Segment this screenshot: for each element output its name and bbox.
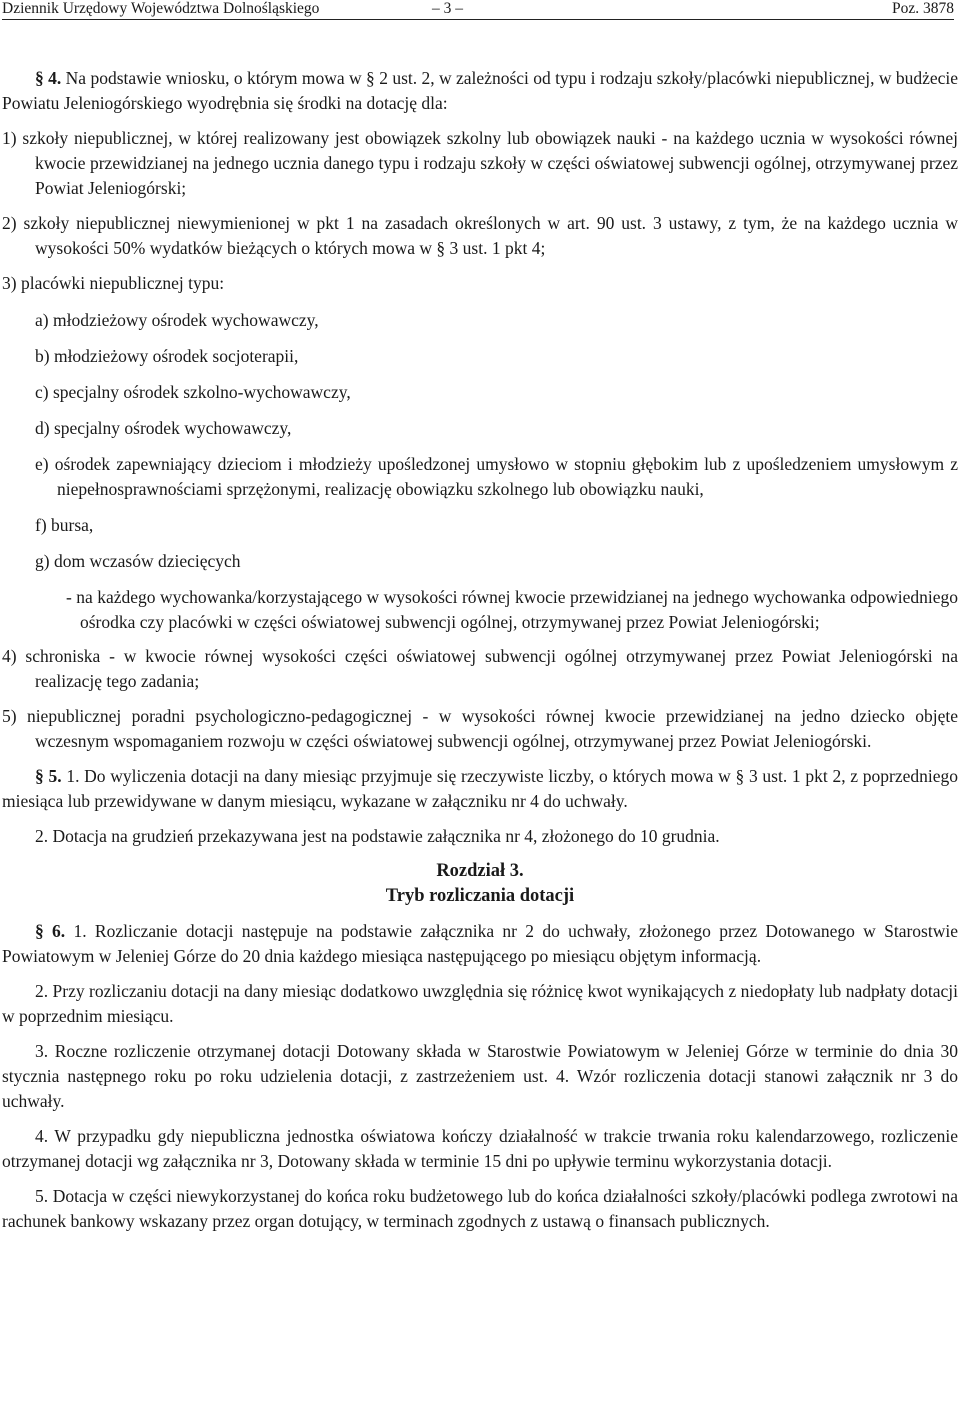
position-number: Poz. 3878: [892, 0, 954, 17]
section-4-item-3e: e) ośrodek zapewniający dzieciom i młodzieży upośledzonej umysłowo w stopniu głębokim lub z upośledzeniem umysłowym z niepełnosprawnościami sprzężonymi, realizację obowiązku szkolnego lub obowiązku nauki,: [35, 454, 958, 499]
section-4-item-2: 2) szkoły niepublicznej niewymienionej w pkt 1 na zasadach określonych w art. 90 ust. 3 ustawy, z tym, że na każdego ucznia w wysokości 50% wydatków bieżących o których mowa w § 3 ust. 1 pkt 4;: [2, 213, 958, 258]
section-6-paragraph-2: 2. Przy rozliczaniu dotacji na dany miesiąc dodatkowo uwzględnia się różnicę kwot wynikających z niedopłaty lub nadpłaty dotacji w poprzednim miesiącu.: [2, 981, 958, 1026]
section-6-paragraph-3: 3. Roczne rozliczenie otrzymanej dotacji Dotowany składa w Starostwie Powiatowym w Jeleniej Górze w terminie do dnia 30 stycznia następnego roku po roku udzielenia dotacji, z zastrzeżeniem ust. 4. Wzór rozliczenia dotacji stanowi załącznik nr 3 do uchwały.: [2, 1041, 958, 1111]
section-6-paragraph-4: 4. W przypadku gdy niepubliczna jednostka oświatowa kończy działalność w trakcie trwania roku kalendarzowego, rozliczenie otrzymanej dotacji wg załącznika nr 3, Dotowany składa w terminie 15 dni po upływie terminu wykorzystania dotacji.: [2, 1126, 958, 1171]
section-5-paragraph-2: 2. Dotacja na grudzień przekazywana jest na podstawie załącznika nr 4, złożonego do 10 grudnia.: [35, 826, 720, 846]
page-number: – 3 –: [432, 0, 463, 17]
section-4-item-5: 5) niepublicznej poradni psychologiczno-pedagogicznej - w wysokości równej kwocie przewidzianej na jedno dziecko objęte wczesnym wspomaganiem rozwoju w części oświatowej subwencji ogólnej, otrzymywanej przez Powiat Jeleniogórski.: [2, 706, 958, 751]
section-4-item-3f: f) bursa,: [35, 515, 94, 535]
section-4-item-3b: b) młodzieżowy ośrodek socjoterapii,: [35, 346, 299, 366]
section-4-number: § 4.: [35, 68, 62, 88]
section-4-item-3d: d) specjalny ośrodek wychowawczy,: [35, 418, 292, 438]
section-5-paragraph-1: § 5. 1. Do wyliczenia dotacji na dany miesiąc przyjmuje się rzeczywiste liczby, o których mowa w § 3 ust. 1 pkt 2, z poprzedniego miesiąca lub przewidywane w danym miesiącu, wykazane w załączniku nr 4 do uchwały.: [2, 766, 959, 811]
section-4-intro: § 4. Na podstawie wniosku, o którym mowa w § 2 ust. 2, w zależności od typu i rodzaju szkoły/placówki niepublicznej, w budżecie Powiatu Jeleniogórskiego wyodrębnia się środki na dotację dla:: [2, 68, 959, 113]
section-6-number: § 6.: [35, 921, 66, 941]
chapter-number: Rozdział 3.: [436, 861, 524, 881]
section-6-paragraph-1: § 6. 1. Rozliczanie dotacji następuje na podstawie załącznika nr 2 do uchwały, złożonego przez Dotowanego w Starostwie Powiatowym w Jeleniej Górze do 20 dnia każdego miesiąca następującego po miesiącu objętym informacją.: [2, 921, 958, 966]
header-rule: [2, 19, 954, 20]
section-5-number: § 5.: [35, 766, 62, 786]
chapter-heading: [2, 859, 958, 909]
section-4-item-3a: a) młodzieżowy ośrodek wychowawczy,: [35, 310, 319, 330]
section-4-item-4: 4) schroniska - w kwocie równej wysokości części oświatowej subwencji ogólnej otrzymywanej przez Powiat Jeleniogórski na realizację tego zadania;: [2, 646, 958, 691]
section-4-item-3-dash: - na każdego wychowanka/korzystającego w wysokości równej kwocie przewidzianej na jednego wychowanka odpowiedniego ośrodka czy placówki w części oświatowej subwencji ogólnej, otrzymywanej przez Powiat Jeleniogórski;: [66, 587, 958, 632]
section-4-item-3: 3) placówki niepublicznej typu:: [2, 273, 225, 293]
page-header: [2, 0, 954, 20]
journal-title: Dziennik Urzędowy Województwa Dolnośląskiego: [2, 0, 320, 17]
chapter-title: Tryb rozliczania dotacji: [385, 886, 575, 906]
section-6-paragraph-5: 5. Dotacja w części niewykorzystanej do końca roku budżetowego lub do końca działalności szkoły/placówki podlega zwrotowi na rachunek bankowy wskazany przez organ dotujący, w terminach zgodnych z ustawą o finansach publicznych.: [2, 1186, 958, 1231]
section-4-item-3g: g) dom wczasów dziecięcych: [35, 551, 241, 571]
document-body: [2, 66, 958, 1244]
section-4-item-3c: c) specjalny ośrodek szkolno-wychowawczy,: [35, 382, 351, 402]
section-4-item-1: 1) szkoły niepublicznej, w której realizowany jest obowiązek szkolny lub obowiązek nauki - na każdego ucznia w wysokości równej kwocie przewidzianej na jednego ucznia danego typu i rodzaju szkoły w części oświatowej subwencji ogólnej, otrzymywanej przez Powiat Jeleniogórski;: [2, 128, 958, 198]
